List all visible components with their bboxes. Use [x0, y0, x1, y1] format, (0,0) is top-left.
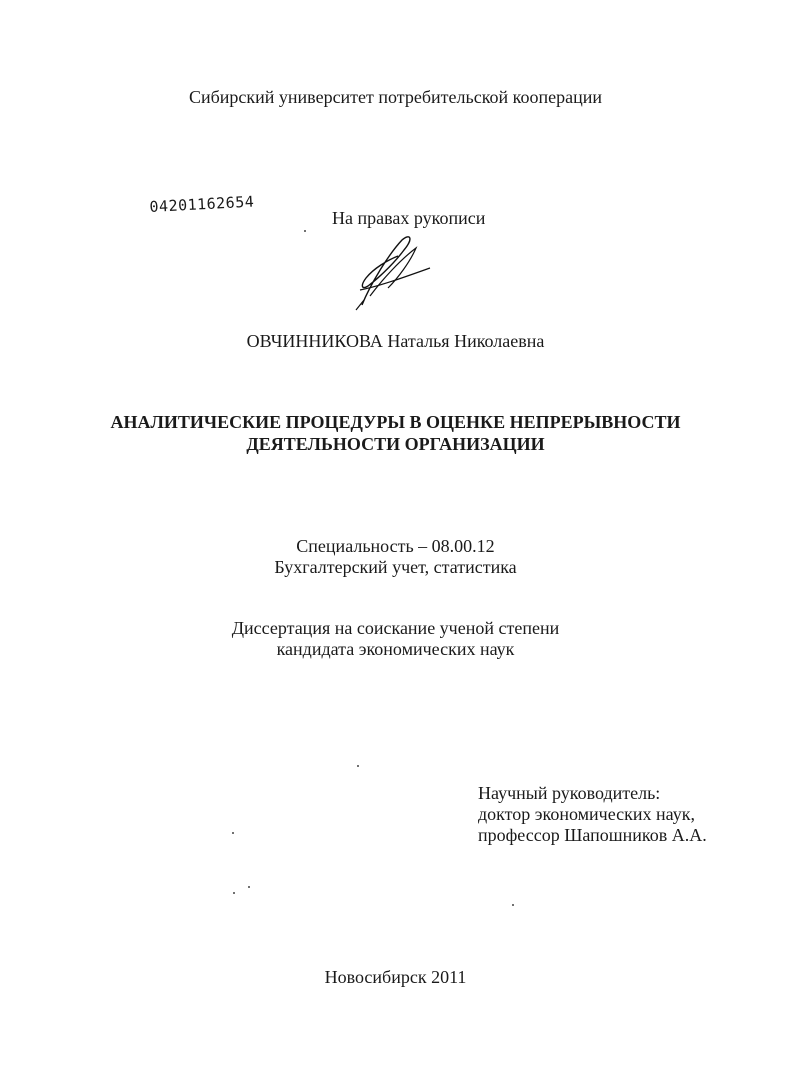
scan-speck [233, 892, 235, 894]
scan-speck [232, 832, 234, 834]
thesis-title-line1: АНАЛИТИЧЕСКИЕ ПРОЦЕДУРЫ В ОЦЕНКЕ НЕПРЕРЫВНОСТИ [110, 412, 681, 432]
university-name: Сибирский университет потребительской кооперации [188, 87, 603, 107]
advisor-line1: Научный руководитель: [478, 783, 661, 803]
degree-line1: Диссертация на соискание ученой степени [231, 618, 560, 638]
specialty-line2: Бухгалтерский учет, статистика [274, 557, 517, 577]
scan-speck [304, 230, 306, 232]
scan-speck [357, 765, 359, 767]
thesis-title-line2: ДЕЯТЕЛЬНОСТИ ОРГАНИЗАЦИИ [246, 434, 545, 454]
degree-line2: кандидата экономических наук [276, 639, 515, 659]
scan-speck [248, 886, 250, 888]
city-year: Новосибирск 2011 [324, 967, 467, 987]
author-name: ОВЧИННИКОВА Наталья Николаевна [246, 331, 545, 351]
advisor-line3: профессор Шапошников А.А. [478, 825, 707, 845]
advisor-line2: доктор экономических наук, [478, 804, 695, 824]
rights-note: На правах рукописи [332, 208, 486, 228]
scan-speck [512, 904, 514, 906]
specialty-line1: Специальность – 08.00.12 [296, 536, 495, 556]
signature-image [340, 230, 440, 315]
registration-number: 04201162654 [149, 192, 255, 216]
